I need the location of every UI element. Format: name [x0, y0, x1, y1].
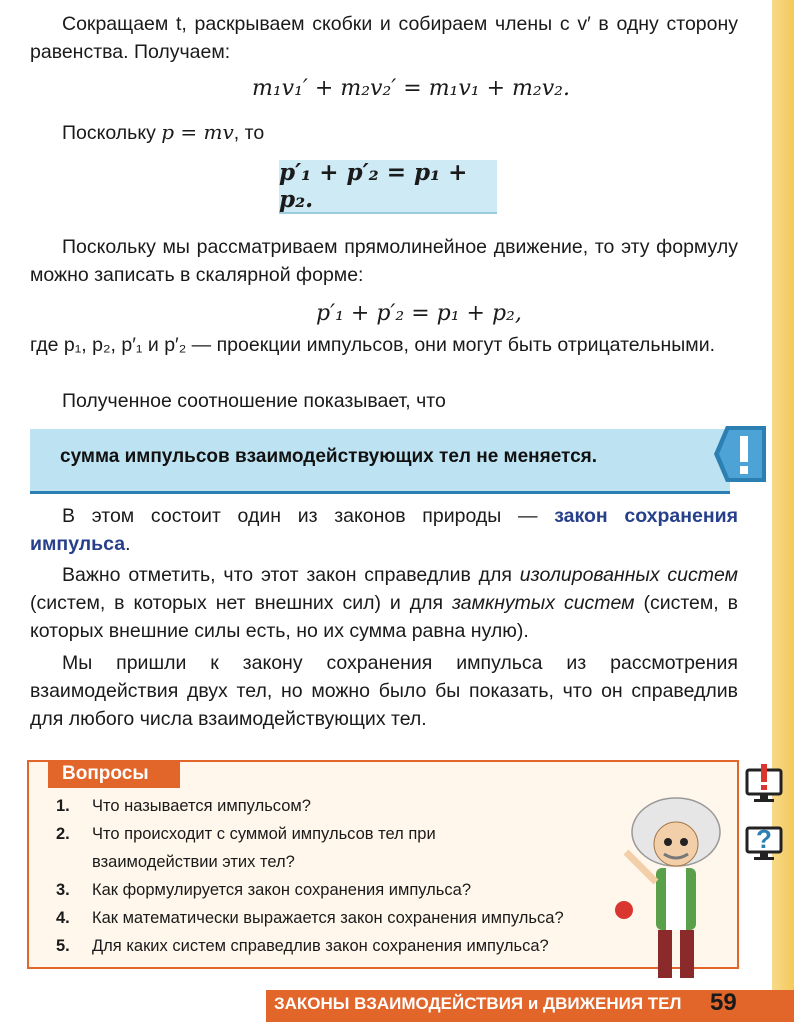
question-item: 2. Что происходит с суммой импульсов тел при взаимодействии этих тел?: [56, 825, 436, 871]
paragraph-1: Сокращаем t, раскрываем скобки и собираем члены с v′ в одну сторону равенства. Получаем:: [30, 13, 738, 63]
boxed-formula-momentum-conservation: p′₁ + p′₂ = p₁ + p₂.: [279, 160, 497, 214]
question-item: 5. Для каких систем справедлив закон сохранения импульса?: [56, 937, 549, 955]
paragraph-2: Поскольку p = mv, то: [62, 120, 265, 144]
formula-p-equals-mv: p = mv: [161, 120, 234, 144]
term-law-of-conservation: закон сохранения импульса: [30, 505, 739, 555]
formula-scalar: p′₁ + p′₂ = p₁ + p₂,: [316, 301, 522, 326]
term-isolated-systems: изолированных систем: [519, 564, 738, 586]
footer-section-title: ЗАКОНЫ ВЗАИМОДЕЙСТВИЯ и ДВИЖЕНИЯ ТЕЛ: [274, 994, 682, 1013]
exclamation-icon: [712, 420, 770, 488]
formula-momentum-expanded: m₁v₁′ + m₂v₂′ = m₁v₁ + m₂v₂.: [252, 76, 570, 101]
question-item: 4. Как математически выражается закон сохранения импульса?: [56, 909, 564, 927]
page-number: 59: [710, 989, 737, 1016]
scientist-mascot-icon: [610, 792, 738, 988]
paragraph-7: Важно отметить, что этот закон справедлив для изолированных систем (систем, в которых нет внешних сил) и для замкнутых систем (систем, в которых внешние силы есть, но их сумма равна нулю).: [30, 564, 738, 642]
page-edge-strip: [772, 0, 794, 1022]
svg-text:?: ?: [756, 824, 772, 854]
paragraph-8: Мы пришли к закону сохранения импульса из рассмотрения взаимодействия двух тел, но можно было бы показать, что он справедлив для любого числа взаимодействующих тел.: [30, 652, 738, 730]
monitor-exclamation-icon: [744, 764, 784, 804]
term-closed-systems: замкнутых систем: [451, 592, 635, 614]
monitor-question-icon: [744, 822, 784, 862]
paragraph-6: В этом состоит один из законов природы — закон сохранения импульса.: [30, 505, 739, 555]
question-item: 3. Как формулируется закон сохранения импульса?: [56, 881, 472, 899]
paragraph-3: Поскольку мы рассматриваем прямолинейное движение, то эту формулу можно записать в скалярной форме:: [30, 236, 738, 286]
question-item: 1. Что называется импульсом?: [56, 797, 311, 815]
questions-title: Вопросы: [48, 760, 180, 788]
paragraph-4: где p₁, p₂, p′₁ и p′₂ — проекции импульсов, они могут быть отрицательными.: [30, 334, 716, 356]
rule-text: сумма импульсов взаимодействующих тел не меняется.: [60, 446, 598, 467]
paragraph-5: Полученное соотношение показывает, что: [62, 390, 446, 412]
questions-list: [56, 792, 564, 960]
